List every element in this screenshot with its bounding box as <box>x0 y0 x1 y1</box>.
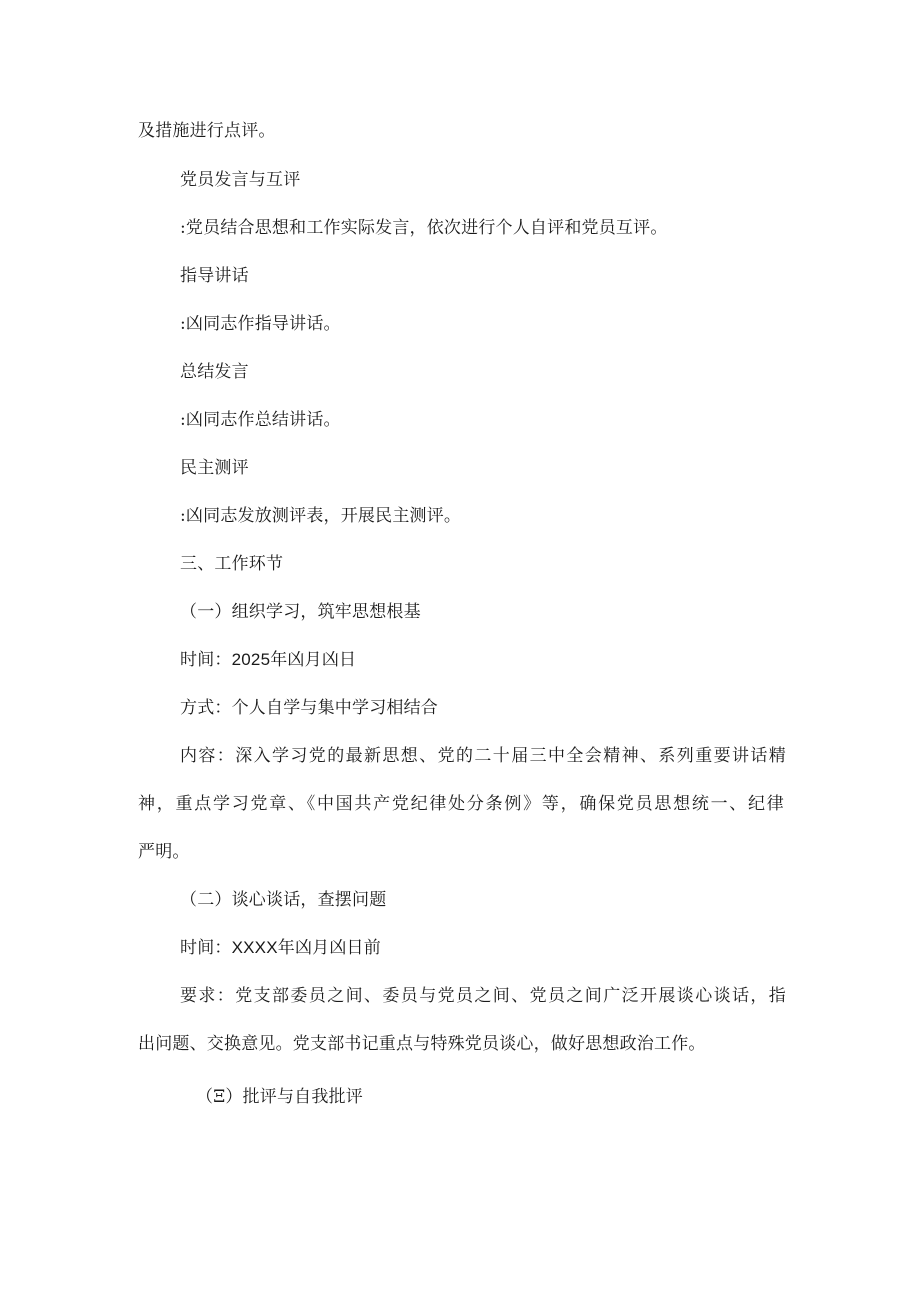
talks-requirement-line-1: 要求：党支部委员之间、委员与党员之间、党员之间广泛开展谈心谈话，指 <box>180 986 786 1006</box>
item-heading-democratic-evaluation: 民主测评 <box>180 458 249 478</box>
item-detail-democratic-evaluation: :凶同志发放测评表，开展民主测评。 <box>180 506 462 526</box>
item-heading-summary-speech: 总结发言 <box>180 362 249 382</box>
subsection-heading-talks: （二）谈心谈话，查摆问题 <box>180 890 387 910</box>
paragraph-continuation: 及措施进行点评。 <box>138 121 276 141</box>
study-time: 时间：2025年凶月凶日 <box>180 650 357 669</box>
item-detail-summary-speech: :凶同志作总结讲话。 <box>180 410 341 430</box>
item-detail-guidance-speech: :凶同志作指导讲话。 <box>180 314 341 334</box>
study-content-line-2: 神，重点学习党章、《中国共产党纪律处分条例》等，确保党员思想统一、纪律 <box>138 794 784 814</box>
subsection-heading-study: （一）组织学习，筑牢思想根基 <box>180 602 421 622</box>
talks-time: 时间：XXXX年凶月凶日前 <box>180 938 381 957</box>
study-content-line-3: 严明。 <box>138 842 190 862</box>
study-method: 方式：个人自学与集中学习相结合 <box>180 698 438 718</box>
talks-requirement-line-2: 出问题、交换意见。党支部书记重点与特殊党员谈心，做好思想政治工作。 <box>138 1034 706 1054</box>
study-content-line-1: 内容：深入学习党的最新思想、党的二十届三中全会精神、系列重要讲话精 <box>180 746 786 766</box>
item-heading-member-speech: 党员发言与互评 <box>180 170 301 190</box>
subsection-heading-criticism: （Ξ）批评与自我批评 <box>196 1087 363 1107</box>
item-heading-guidance-speech: 指导讲话 <box>180 266 249 286</box>
item-detail-member-speech: :党员结合思想和工作实际发言，依次进行个人自评和党员互评。 <box>180 218 668 238</box>
section-heading-work-steps: 三、工作环节 <box>180 554 284 574</box>
